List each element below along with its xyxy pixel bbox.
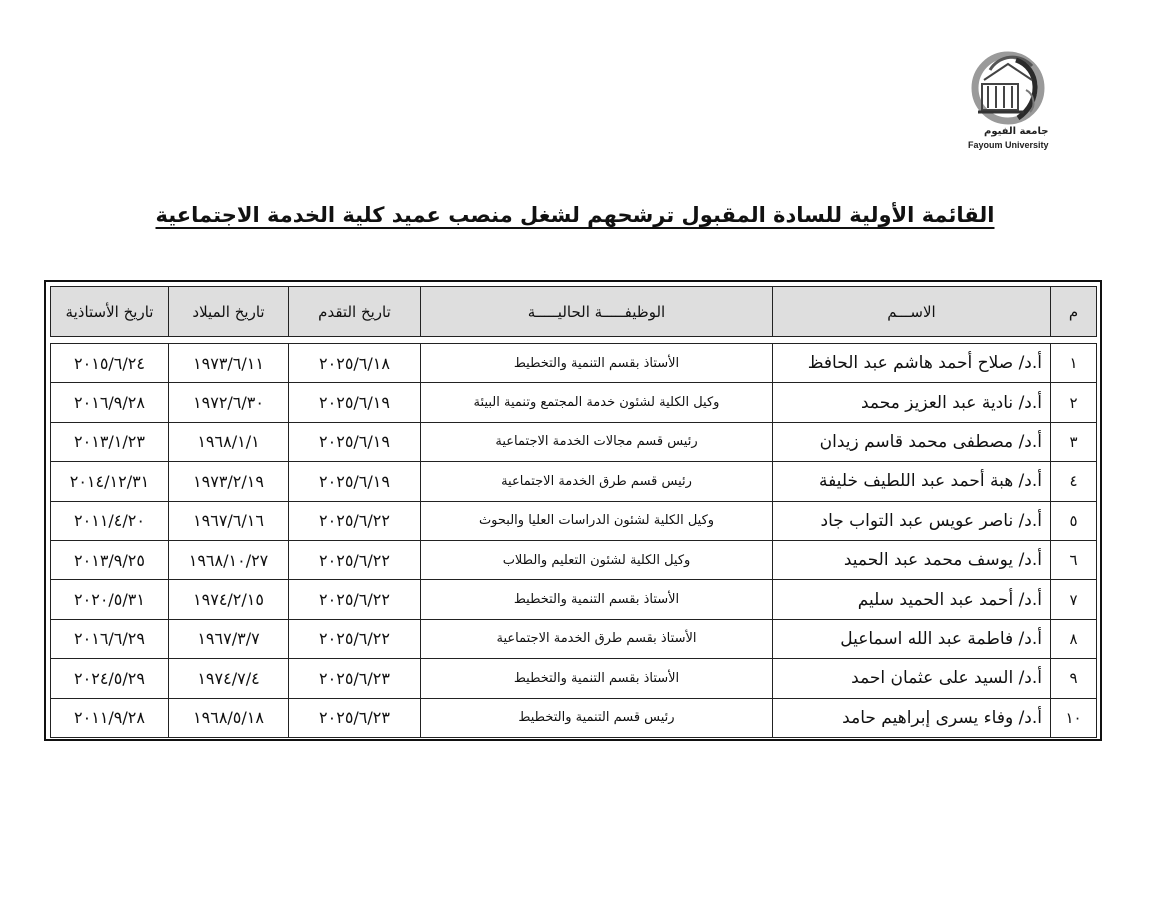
cell-apply-date: ٢٠٢٥/٦/٢٣ [289,659,421,698]
cell-birth-date: ١٩٧٣/٦/١١ [169,344,289,383]
cell-name: أ.د/ أحمد عبد الحميد سليم [773,580,1051,619]
table-row [51,383,1097,422]
cell-job: رئيس قسم مجالات الخدمة الاجتماعية [421,422,773,461]
cell-num: ٧ [1051,580,1097,619]
cell-apply-date: ٢٠٢٥/٦/٢٢ [289,540,421,579]
university-logo [962,50,1062,155]
cell-apply-date: ٢٠٢٥/٦/٢٢ [289,501,421,540]
cell-job: وكيل الكلية لشئون التعليم والطلاب [421,540,773,579]
cell-birth-date: ١٩٦٨/٥/١٨ [169,698,289,737]
cell-job: وكيل الكلية لشئون خدمة المجتمع وتنمية البيئة [421,383,773,422]
cell-name: أ.د/ فاطمة عبد الله اسماعيل [773,619,1051,658]
logo-arabic-name: جامعة الفيوم [984,126,1049,137]
cell-birth-date: ١٩٧٢/٦/٣٠ [169,383,289,422]
cell-job: الأستاذ بقسم التنمية والتخطيط [421,580,773,619]
cell-name: أ.د/ مصطفى محمد قاسم زيدان [773,422,1051,461]
cell-num: ١٠ [1051,698,1097,737]
table-row [51,659,1097,698]
cell-job: الأستاذ بقسم التنمية والتخطيط [421,659,773,698]
table-row [51,462,1097,501]
header-gap [51,337,1097,344]
cell-prof-date: ٢٠١٣/٩/٢٥ [51,540,169,579]
cell-apply-date: ٢٠٢٥/٦/١٩ [289,462,421,501]
cell-num: ٥ [1051,501,1097,540]
cell-apply-date: ٢٠٢٥/٦/٢٢ [289,580,421,619]
header-prof-date: تاريخ الأستاذية [51,287,169,337]
cell-apply-date: ٢٠٢٥/٦/٢٢ [289,619,421,658]
cell-job: وكيل الكلية لشئون الدراسات العليا والبحوث [421,501,773,540]
header-job: الوظيفـــــة الحاليـــــة [421,287,773,337]
table-row [51,540,1097,579]
cell-num: ٩ [1051,659,1097,698]
cell-apply-date: ٢٠٢٥/٦/٢٣ [289,698,421,737]
cell-birth-date: ١٩٧٣/٢/١٩ [169,462,289,501]
cell-apply-date: ٢٠٢٥/٦/١٩ [289,422,421,461]
table-row [51,344,1097,383]
table-header-row [51,287,1097,337]
table-row [51,422,1097,461]
table-row [51,501,1097,540]
cell-birth-date: ١٩٧٤/٧/٤ [169,659,289,698]
cell-prof-date: ٢٠٢٤/٥/٢٩ [51,659,169,698]
table-row [51,580,1097,619]
cell-name: أ.د/ وفاء يسرى إبراهيم حامد [773,698,1051,737]
cell-prof-date: ٢٠١٦/٦/٢٩ [51,619,169,658]
cell-prof-date: ٢٠٢٠/٥/٣١ [51,580,169,619]
cell-name: أ.د/ السيد على عثمان احمد [773,659,1051,698]
cell-prof-date: ٢٠١٦/٩/٢٨ [51,383,169,422]
cell-name: أ.د/ صلاح أحمد هاشم عبد الحافظ [773,344,1051,383]
table-row [51,619,1097,658]
cell-apply-date: ٢٠٢٥/٦/١٨ [289,344,421,383]
header-apply-date: تاريخ التقدم [289,287,421,337]
cell-num: ١ [1051,344,1097,383]
header-num: م [1051,287,1097,337]
cell-name: أ.د/ نادية عبد العزيز محمد [773,383,1051,422]
cell-num: ٤ [1051,462,1097,501]
cell-num: ٨ [1051,619,1097,658]
cell-prof-date: ٢٠١٣/١/٢٣ [51,422,169,461]
candidates-table-frame [44,280,1102,741]
cell-job: رئيس قسم التنمية والتخطيط [421,698,773,737]
candidates-table [50,286,1097,738]
cell-num: ٣ [1051,422,1097,461]
cell-prof-date: ٢٠١٤/١٢/٣١ [51,462,169,501]
cell-prof-date: ٢٠١١/٩/٢٨ [51,698,169,737]
header-name: الاســـم [773,287,1051,337]
cell-num: ٢ [1051,383,1097,422]
logo-english-name: Fayoum University [968,140,1049,150]
cell-birth-date: ١٩٦٧/٣/٧ [169,619,289,658]
cell-name: أ.د/ هبة أحمد عبد اللطيف خليفة [773,462,1051,501]
cell-apply-date: ٢٠٢٥/٦/١٩ [289,383,421,422]
table-row [51,698,1097,737]
header-birth-date: تاريخ الميلاد [169,287,289,337]
cell-job: الأستاذ بقسم طرق الخدمة الاجتماعية [421,619,773,658]
cell-birth-date: ١٩٦٨/١٠/٢٧ [169,540,289,579]
cell-prof-date: ٢٠١١/٤/٢٠ [51,501,169,540]
cell-name: أ.د/ ناصر عويس عبد التواب جاد [773,501,1051,540]
document-title: القائمة الأولية للسادة المقبول ترشحهم لشغل منصب عميد كلية الخدمة الاجتماعية [155,203,995,227]
cell-job: رئيس قسم طرق الخدمة الاجتماعية [421,462,773,501]
fayoum-university-emblem-icon [970,50,1054,126]
cell-birth-date: ١٩٦٨/١/١ [169,422,289,461]
cell-birth-date: ١٩٧٤/٢/١٥ [169,580,289,619]
cell-name: أ.د/ يوسف محمد عبد الحميد [773,540,1051,579]
cell-birth-date: ١٩٦٧/٦/١٦ [169,501,289,540]
cell-num: ٦ [1051,540,1097,579]
cell-job: الأستاذ بقسم التنمية والتخطيط [421,344,773,383]
cell-prof-date: ٢٠١٥/٦/٢٤ [51,344,169,383]
